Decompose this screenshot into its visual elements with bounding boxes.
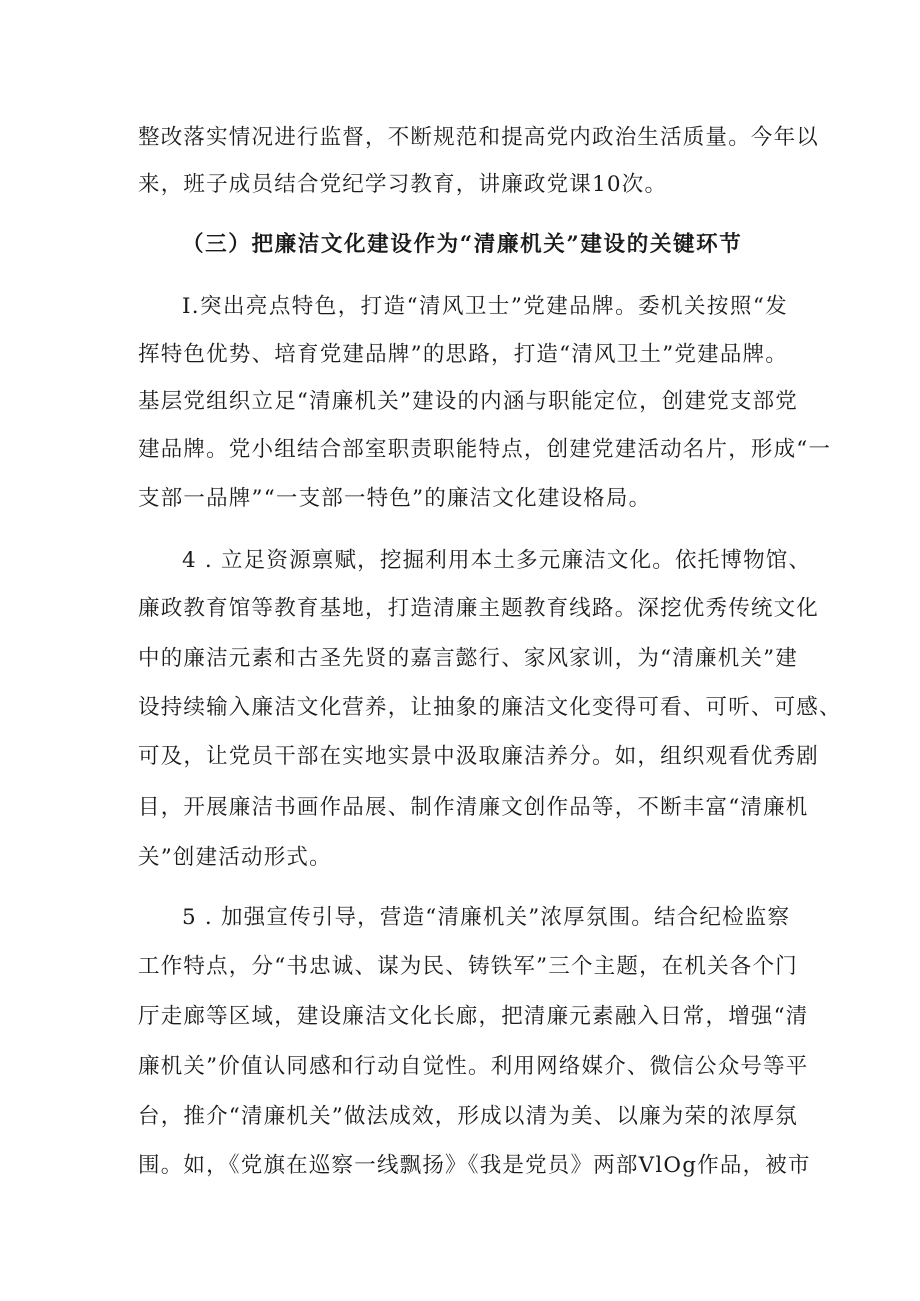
paragraph-line: 5 . 加强宣传引导，营造“清廉机关”浓厚氛围。结合纪检监察 [182,905,791,930]
paragraph-line: 来，班子成员结合党纪学习教育，讲廉政党课10次。 [138,172,668,197]
paragraph-line: 支部一品牌”“一支部一特色”的廉洁文化建设格局。 [138,486,652,511]
paragraph-line: 建品牌。党小组结合部室职责职能特点，创建党建活动名片，形成“一 [138,437,832,462]
paragraph-line: 设持续输入廉洁文化营养，让抽象的廉洁文化变得可看、可听、可感、 [138,695,842,720]
paragraph-line: 廉机关”价值认同感和行动自觉性。利用网络媒介、微信公众号等平 [138,1054,809,1079]
paragraph-line: 廉政教育馆等教育基地，打造清廉主题教育线路。深挖优秀传统文化 [138,596,820,621]
paragraph-line: 基层党组织立足“清廉机关”建设的内涵与职能定位，创建党支部党 [138,389,798,414]
paragraph-line: 整改落实情况进行监督，不断规范和提高党内政治生活质量。今年以 [138,125,820,150]
paragraph-line: 围。如，《党旗在巡察一线飘扬》《我是党员》两部VlOg作品，被市 [138,1153,811,1178]
paragraph-line: 可及，让党员干部在实地实景中汲取廉洁养分。如，组织观看优秀剧 [138,744,820,769]
paragraph-line: 厅走廊等区域，建设廉洁文化长廊，把清廉元素融入日常，增强“清 [138,1004,809,1029]
paragraph-line: I.突出亮点特色，打造“清风卫士”党建品牌。委机关按照“发 [182,294,788,319]
paragraph-line: 中的廉洁元素和古圣先贤的嘉言懿行、家风家训，为“清廉机关”建 [138,646,798,671]
paragraph-line: 目，开展廉洁书画作品展、制作清廉文创作品等，不断丰富“清廉机 [138,795,809,820]
paragraph-line: 台，推介“清廉机关”做法成效，形成以清为美、以廉为荣的浓厚氛 [138,1104,798,1129]
paragraph-line: 关”创建活动形式。 [138,845,332,870]
paragraph-line: 挥特色优势、培育党建品牌”的思路，打造“清风卫土”党建品牌。 [138,342,788,367]
paragraph-line: 工作特点，分“书忠诚、谋为民、铸铁军”三个主题，在机关各个门 [138,954,798,979]
paragraph-line: 4 . 立足资源禀赋，挖掘利用本土多元廉洁文化。依托博物馆、 [182,548,812,573]
section-heading: （三）把廉洁文化建设作为“清廉机关”建设的关键环节 [182,232,742,257]
